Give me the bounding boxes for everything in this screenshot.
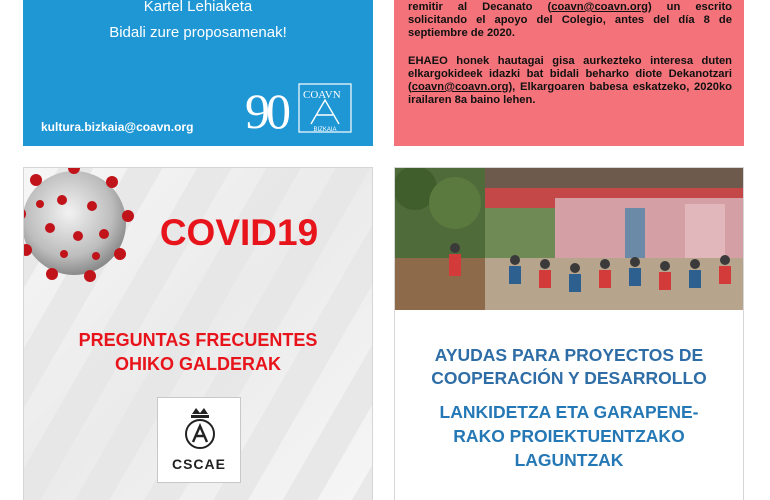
cscae-wordmark: CSCAE <box>171 456 226 472</box>
poster-contest-card[interactable] <box>23 0 373 146</box>
logo-number: 90 <box>245 83 287 134</box>
coavn-90-logo <box>245 82 353 134</box>
grants-title-eu-line2: RAKO PROIEKTUENTZAKO <box>453 426 685 446</box>
covid-faq-card[interactable] <box>23 167 373 500</box>
logo-sub: BIZKAIA <box>313 127 337 133</box>
notice-es-email-link[interactable]: coavn@coavn.org <box>551 1 648 13</box>
cscae-logo <box>157 397 241 483</box>
covid-title: COVID19 <box>159 212 319 253</box>
notice-eu-paragraph: EHAEO honek hautagai gisa aurkezteko interesa duten elkargokideek idazki bat bidali beharko diote Dekanotzari (coavn@coavn.org), Elkargoaren babesa eskatzeko, 2020ko irailaren 8a baino lehen. <box>408 55 732 106</box>
grants-title-es-line1: AYUDAS PARA PROYECTOS DE <box>434 345 704 365</box>
notice-es-paragraph: remitir al Decanato (coavn@coavn.org) un escrito solicitando el apoyo del Colegio, antes del día 8 de septiembre de 2020. <box>408 1 733 39</box>
grants-title-eu-line1: LANKIDETZA ETA GARAPENE- <box>439 402 699 422</box>
community-meeting-photo <box>395 168 744 310</box>
faq-title-eu: OHIKO GALDERAK <box>115 354 281 374</box>
contest-email-link[interactable]: kultura.bizkaia@coavn.org <box>41 120 194 134</box>
notice-eu-email-link[interactable]: coavn@coavn.org <box>411 81 509 93</box>
contest-subtitle: Bidali zure proposamenak! <box>109 24 287 41</box>
candidature-notice-card[interactable] <box>394 0 744 146</box>
cooperation-grants-card[interactable] <box>394 167 744 500</box>
contest-title: Kartel Lehiaketa <box>143 0 253 15</box>
faq-title-es: PREGUNTAS FRECUENTES <box>78 330 318 350</box>
logo-text: COAVN <box>303 89 341 101</box>
grants-title-es-line2: COOPERACIÓN Y DESARROLLO <box>431 368 707 388</box>
crown-emblem-icon <box>180 406 220 450</box>
grants-title-eu-line3: LAGUNTZAK <box>514 450 624 470</box>
